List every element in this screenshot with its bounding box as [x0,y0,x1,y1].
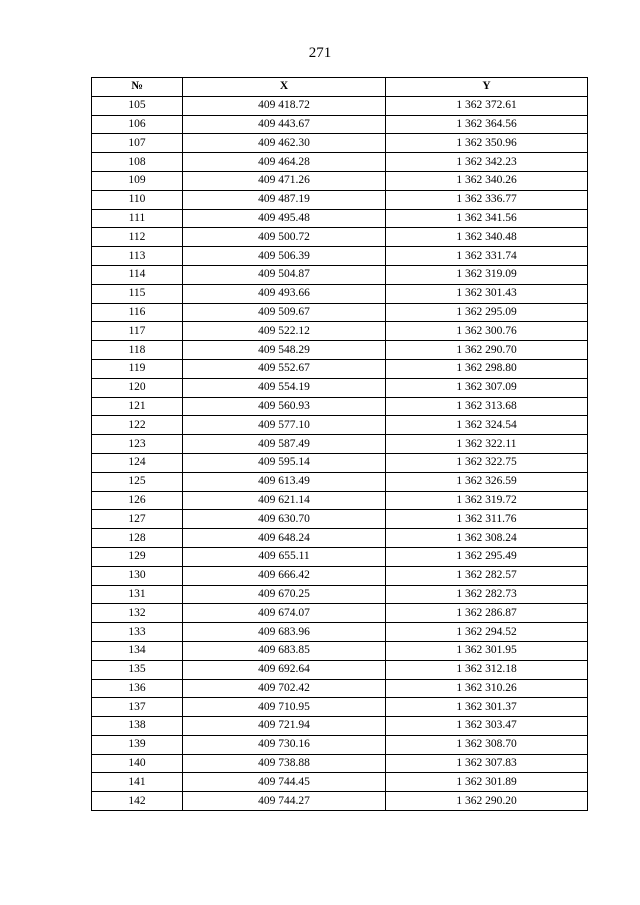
table-body [92,96,588,810]
cell-number: 118 [92,341,183,360]
table-row [92,792,588,811]
cell-x: 409 670.25 [183,585,386,604]
cell-y: 1 362 308.24 [386,529,588,548]
cell-x: 409 522.12 [183,322,386,341]
cell-x: 409 464.28 [183,153,386,172]
cell-number: 108 [92,153,183,172]
cell-number: 112 [92,228,183,247]
cell-y: 1 362 300.76 [386,322,588,341]
cell-number: 141 [92,773,183,792]
cell-x: 409 587.49 [183,435,386,454]
cell-number: 129 [92,547,183,566]
table-row [92,529,588,548]
cell-number: 128 [92,529,183,548]
page-number: 271 [308,45,332,61]
cell-number: 124 [92,453,183,472]
cell-number: 122 [92,416,183,435]
table-row [92,566,588,585]
cell-number: 114 [92,265,183,284]
cell-y: 1 362 295.09 [386,303,588,322]
cell-x: 409 683.96 [183,623,386,642]
cell-x: 409 509.67 [183,303,386,322]
cell-number: 110 [92,190,183,209]
table-row [92,641,588,660]
cell-number: 132 [92,604,183,623]
cell-y: 1 362 324.54 [386,416,588,435]
cell-number: 116 [92,303,183,322]
table-header-row [92,78,588,97]
cell-x: 409 683.85 [183,641,386,660]
cell-y: 1 362 326.59 [386,472,588,491]
cell-number: 115 [92,284,183,303]
cell-x: 409 666.42 [183,566,386,585]
cell-number: 137 [92,698,183,717]
table-row [92,754,588,773]
table-row [92,209,588,228]
cell-y: 1 362 295.49 [386,547,588,566]
cell-y: 1 362 340.48 [386,228,588,247]
cell-number: 126 [92,491,183,510]
table-row [92,604,588,623]
cell-y: 1 362 307.09 [386,378,588,397]
cell-y: 1 362 342.23 [386,153,588,172]
cell-x: 409 730.16 [183,735,386,754]
table-row [92,134,588,153]
table-row [92,547,588,566]
cell-x: 409 721.94 [183,717,386,736]
table-row [92,247,588,266]
cell-x: 409 493.66 [183,284,386,303]
cell-y: 1 362 336.77 [386,190,588,209]
coordinates-table [91,77,588,811]
cell-x: 409 462.30 [183,134,386,153]
header-number: № [92,78,183,97]
table-row [92,190,588,209]
table-row [92,679,588,698]
cell-y: 1 362 282.73 [386,585,588,604]
cell-x: 409 471.26 [183,171,386,190]
table-row [92,322,588,341]
table-row [92,359,588,378]
table-row [92,378,588,397]
cell-y: 1 362 303.47 [386,717,588,736]
table-row [92,660,588,679]
table-row [92,284,588,303]
cell-y: 1 362 294.52 [386,623,588,642]
table-row [92,397,588,416]
cell-number: 120 [92,378,183,397]
table-row [92,303,588,322]
cell-x: 409 621.14 [183,491,386,510]
cell-x: 409 504.87 [183,265,386,284]
cell-number: 131 [92,585,183,604]
cell-y: 1 362 350.96 [386,134,588,153]
cell-y: 1 362 301.43 [386,284,588,303]
table-row [92,472,588,491]
cell-x: 409 548.29 [183,341,386,360]
cell-x: 409 495.48 [183,209,386,228]
cell-x: 409 595.14 [183,453,386,472]
table-row [92,773,588,792]
cell-y: 1 362 319.72 [386,491,588,510]
cell-x: 409 613.49 [183,472,386,491]
cell-x: 409 500.72 [183,228,386,247]
table-row [92,341,588,360]
cell-number: 107 [92,134,183,153]
cell-x: 409 648.24 [183,529,386,548]
cell-x: 409 577.10 [183,416,386,435]
table-row [92,623,588,642]
cell-x: 409 552.67 [183,359,386,378]
cell-x: 409 560.93 [183,397,386,416]
cell-y: 1 362 311.76 [386,510,588,529]
cell-y: 1 362 322.11 [386,435,588,454]
cell-y: 1 362 308.70 [386,735,588,754]
cell-y: 1 362 298.80 [386,359,588,378]
cell-number: 134 [92,641,183,660]
cell-y: 1 362 301.95 [386,641,588,660]
cell-x: 409 506.39 [183,247,386,266]
cell-x: 409 487.19 [183,190,386,209]
cell-y: 1 362 313.68 [386,397,588,416]
cell-number: 111 [92,209,183,228]
cell-y: 1 362 331.74 [386,247,588,266]
cell-number: 123 [92,435,183,454]
cell-x: 409 702.42 [183,679,386,698]
cell-x: 409 418.72 [183,96,386,115]
cell-number: 106 [92,115,183,134]
cell-y: 1 362 307.83 [386,754,588,773]
table-row [92,115,588,134]
cell-number: 119 [92,359,183,378]
table-row [92,717,588,736]
table-row [92,453,588,472]
cell-number: 121 [92,397,183,416]
cell-number: 127 [92,510,183,529]
cell-y: 1 362 301.89 [386,773,588,792]
table-row [92,585,588,604]
cell-number: 138 [92,717,183,736]
table-row [92,265,588,284]
cell-y: 1 362 310.26 [386,679,588,698]
cell-number: 140 [92,754,183,773]
table-row [92,491,588,510]
cell-number: 135 [92,660,183,679]
cell-number: 125 [92,472,183,491]
table-row [92,735,588,754]
cell-x: 409 738.88 [183,754,386,773]
cell-y: 1 362 290.20 [386,792,588,811]
cell-number: 130 [92,566,183,585]
cell-number: 142 [92,792,183,811]
cell-y: 1 362 340.26 [386,171,588,190]
cell-y: 1 362 372.61 [386,96,588,115]
cell-y: 1 362 319.09 [386,265,588,284]
cell-y: 1 362 290.70 [386,341,588,360]
cell-x: 409 630.70 [183,510,386,529]
table-row [92,510,588,529]
cell-x: 409 674.07 [183,604,386,623]
cell-number: 105 [92,96,183,115]
cell-x: 409 443.67 [183,115,386,134]
table-row [92,153,588,172]
header-x: X [183,78,386,97]
table-row [92,228,588,247]
cell-x: 409 744.27 [183,792,386,811]
table-row [92,171,588,190]
cell-x: 409 554.19 [183,378,386,397]
cell-x: 409 744.45 [183,773,386,792]
cell-number: 109 [92,171,183,190]
header-y: Y [386,78,588,97]
cell-y: 1 362 301.37 [386,698,588,717]
cell-y: 1 362 341.56 [386,209,588,228]
cell-y: 1 362 364.56 [386,115,588,134]
cell-number: 139 [92,735,183,754]
cell-number: 133 [92,623,183,642]
cell-number: 113 [92,247,183,266]
cell-y: 1 362 286.87 [386,604,588,623]
table-row [92,698,588,717]
cell-y: 1 362 282.57 [386,566,588,585]
table-row [92,435,588,454]
cell-y: 1 362 322.75 [386,453,588,472]
cell-x: 409 655.11 [183,547,386,566]
cell-x: 409 692.64 [183,660,386,679]
cell-number: 117 [92,322,183,341]
table-row [92,416,588,435]
cell-number: 136 [92,679,183,698]
cell-y: 1 362 312.18 [386,660,588,679]
table-row [92,96,588,115]
cell-x: 409 710.95 [183,698,386,717]
